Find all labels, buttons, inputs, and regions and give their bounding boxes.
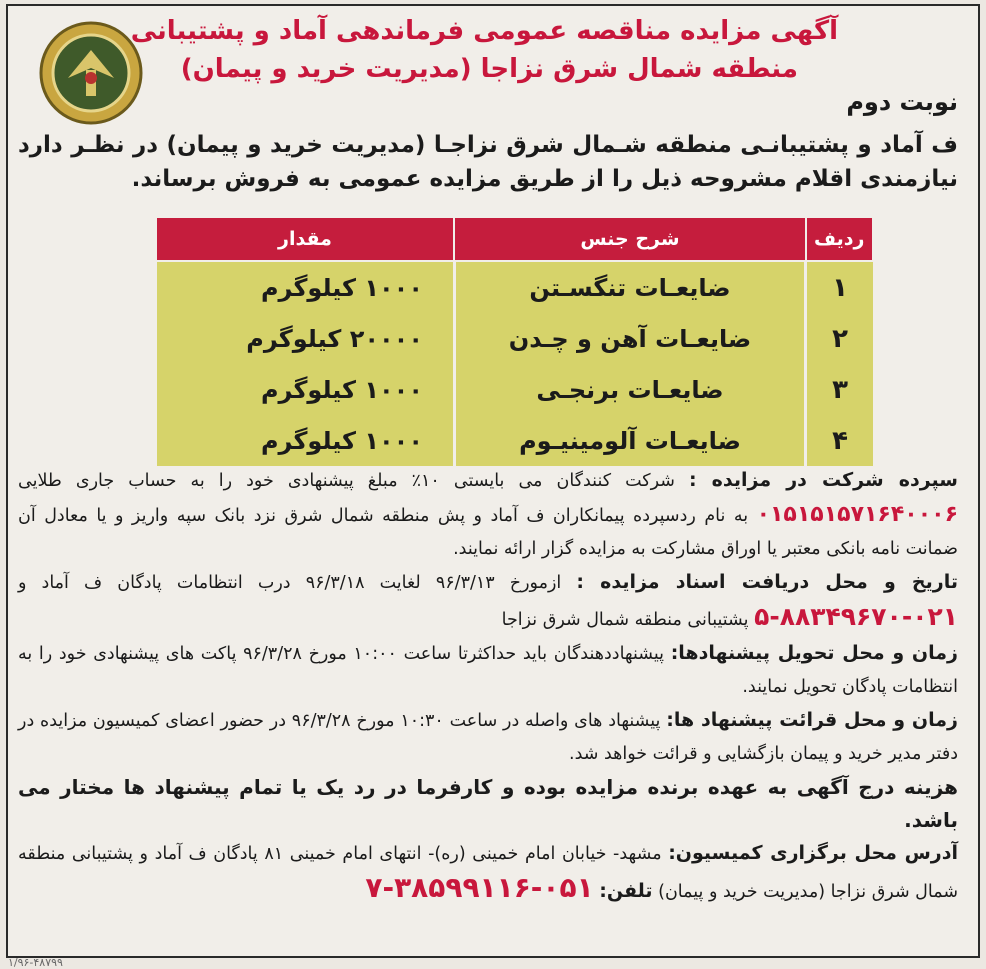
deposit-text-2: به نام ردسپرده پیمانکاران ف آماد و پش منطقه شمال شرق نزد بانک سپه واریز و یا معادل آن ضمانت نامه بانکی معتبر یا اوراق مشارکت به مزایده گزار ارائه نمایند. xyxy=(18,506,958,559)
row-quantity: ۱۰۰۰ کیلوگرم xyxy=(156,415,455,466)
deposit-text: شرکت کنندگان می بایستی ۱۰٪ مبلغ پیشنهادی خود را به حساب جاری طلایی xyxy=(18,471,675,491)
row-quantity: ۱۰۰۰ کیلوگرم xyxy=(156,364,455,415)
row-quantity: ۱۰۰۰ کیلوگرم xyxy=(156,261,455,313)
delivery-label: زمان و محل تحویل پیشنهادها: xyxy=(670,642,958,664)
delivery-text: پیشنهاددهندگان باید حداکثرتا ساعت ۱۰:۰۰ مورخ ۹۶/۳/۲۸ پاکت های پیشنهادی خود را به انتظامات پادگان تحویل نمایند. xyxy=(18,644,958,697)
delivery-paragraph xyxy=(18,637,958,704)
address-text: مشهد- خیابان امام خمینی (ره)- انتهای امام خمینی ۸۱ پادگان ف آماد و پشتیبانی منطقه شمال شرق نزاجا (مدیریت خرید و پیمان) xyxy=(18,844,958,902)
advertisement-page xyxy=(6,4,980,958)
items-table xyxy=(154,216,874,466)
footer-code: ۱/۹۶-۴۸۷۹۹ xyxy=(8,956,63,969)
deposit-label: سپرده شرکت در مزایده : xyxy=(688,469,958,491)
turn-label: نوبت دوم xyxy=(846,88,958,116)
row-description: ضایعـات آلومینیـوم xyxy=(454,415,805,466)
opening-label: زمان و محل قرائت پیشنهاد ها: xyxy=(666,709,958,731)
cost-note: هزینه درج آگهی به عهده برنده مزایده بوده و کارفرما در رد یک یا تمام پیشنهاد ها مختار می باشد. xyxy=(18,775,958,832)
account-number: ۰۱۵۱۵۱۵۷۱۶۴۰۰۰۶ xyxy=(756,502,958,527)
body-text xyxy=(18,464,958,909)
table-row xyxy=(156,261,874,313)
row-number: ۳ xyxy=(806,364,874,415)
row-description: ضایعـات تنگسـتن xyxy=(454,261,805,313)
opening-paragraph xyxy=(18,704,958,771)
phone-number: ۰۵۱-۳۸۵۹۹۱۱۶-۷ xyxy=(365,871,594,904)
table-row xyxy=(156,364,874,415)
row-number: ۴ xyxy=(806,415,874,466)
row-number: ۲ xyxy=(806,313,874,364)
header-description: شرح جنس xyxy=(454,217,805,261)
row-description: ضایعـات برنجـی xyxy=(454,364,805,415)
address-label: آدرس محل برگزاری کمیسیون: xyxy=(668,842,958,864)
docs-phone: ۰۲۱-۸۸۳۴۹۶۷۰-۵ xyxy=(754,602,958,631)
table-row xyxy=(156,415,874,466)
row-description: ضایعـات آهن و چـدن xyxy=(454,313,805,364)
opening-text: پیشنهاد های واصله در ساعت ۱۰:۳۰ مورخ ۹۶/۳/۲۸ در حضور اعضای کمیسیون مزایده در دفتر مدیر خرید و پیمان بازگشایی و قرائت خواهد شد. xyxy=(18,711,958,764)
deposit-paragraph xyxy=(18,464,958,566)
intro-text: ف آماد و پشتیبانـی منطقه شـمال شرق نزاجـا (مدیریت خرید و پیمان) در نظـر دارد نیازمندی اقلام مشروحه ذیل را از طریق مزایده عمومی به فروش برساند. xyxy=(18,132,958,192)
docs-label: تاریخ و محل دریافت اسناد مزایده : xyxy=(576,571,958,593)
docs-text-2: پشتیبانی منطقه شمال شرق نزاجا xyxy=(501,610,749,630)
header-quantity: مقدار xyxy=(156,217,455,261)
address-paragraph xyxy=(18,837,958,909)
table-row xyxy=(156,313,874,364)
docs-paragraph xyxy=(18,566,958,637)
row-number: ۱ xyxy=(806,261,874,313)
title-line-2: منطقه شمال شرق نزاجا (مدیریت خرید و پیمان) xyxy=(180,54,798,84)
army-emblem-icon xyxy=(38,20,144,126)
phone-label: تلفن: xyxy=(599,880,653,902)
row-quantity: ۲۰۰۰۰ کیلوگرم xyxy=(156,313,455,364)
title-line-1: آگهی مزایده مناقصه عمومی فرماندهی آماد و پشتیبانی xyxy=(130,16,838,46)
docs-text: ازمورخ ۹۶/۳/۱۳ لغایت ۹۶/۳/۱۸ درب انتظامات پادگان ف آماد و xyxy=(18,573,562,593)
header-row-number: ردیف xyxy=(806,217,874,261)
